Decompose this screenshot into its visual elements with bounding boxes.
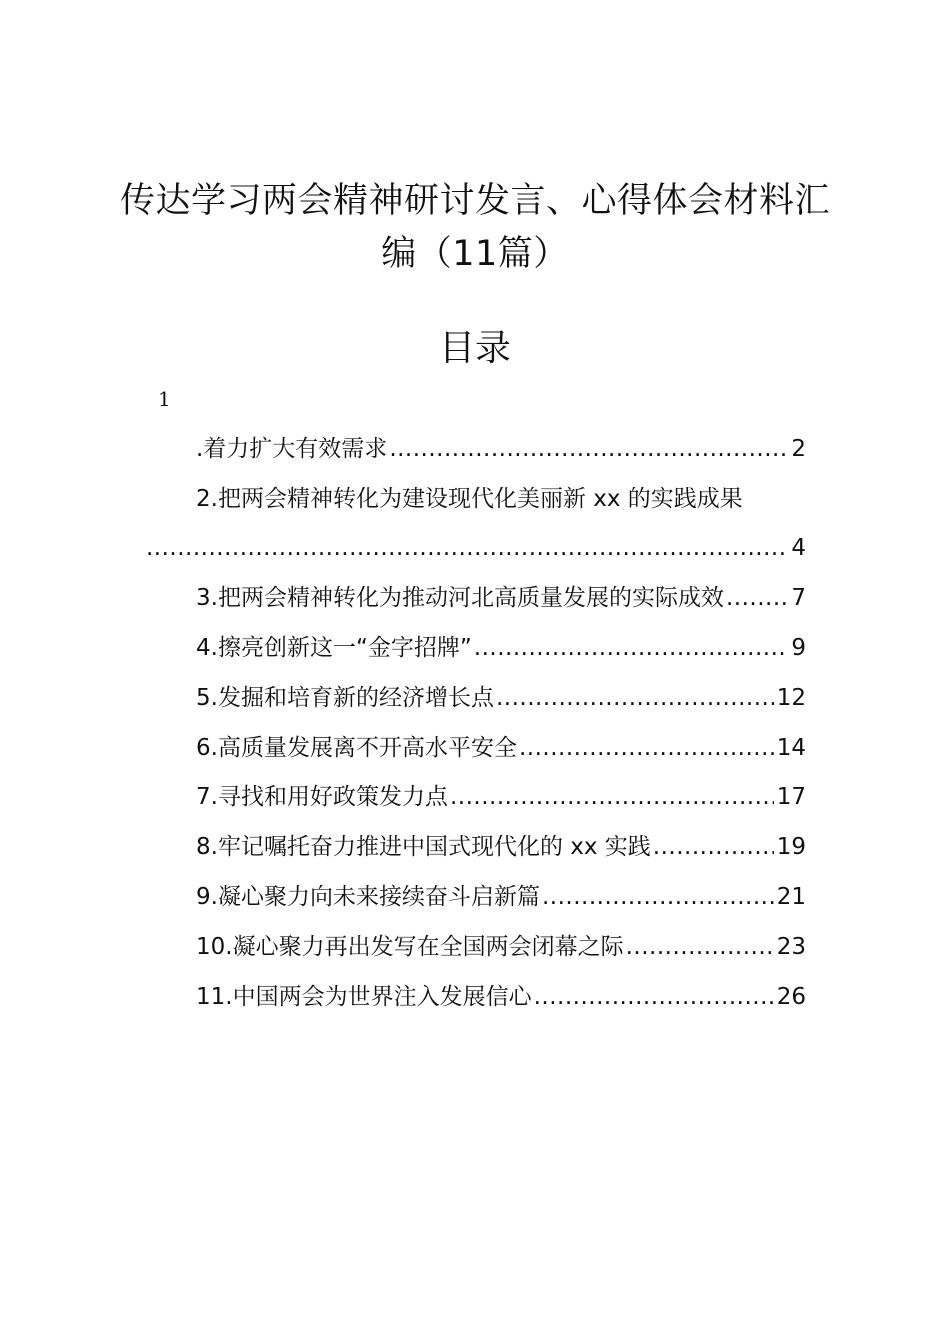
toc-entry-title: 10.凝心聚力再出发写在全国两会闭幕之际 <box>196 934 624 960</box>
toc-entry-continuation <box>146 533 806 563</box>
toc-entry-page: 7 <box>791 585 806 611</box>
toc-entry-page: 19 <box>776 834 806 860</box>
document-title: 传达学习两会精神研讨发言、心得体会材料汇编（11篇） <box>120 181 831 274</box>
toc-dot-leader <box>726 583 788 613</box>
toc-dot-leader <box>450 782 774 812</box>
toc-entry-6[interactable] <box>196 733 806 763</box>
toc-entry-page: 2 <box>791 436 806 462</box>
toc-entry-3[interactable] <box>196 583 806 613</box>
stray-page-number: 1 <box>158 387 171 411</box>
toc-entry-title: 9.凝心聚力向未来接续奋斗启新篇 <box>196 884 540 910</box>
toc-entry-page: 23 <box>776 934 806 960</box>
toc-entry-1[interactable] <box>196 434 806 464</box>
toc-entry-title: 11.中国两会为世界注入发展信心 <box>196 984 532 1010</box>
toc-entry-page: 21 <box>776 884 806 910</box>
toc-entry-8[interactable] <box>196 832 806 862</box>
toc-dot-leader <box>626 932 774 962</box>
toc-dot-leader <box>474 633 789 663</box>
toc-entry-page: 17 <box>776 784 806 810</box>
toc-entry-4[interactable] <box>196 633 806 663</box>
toc-entry-title: 8.牢记嘱托奋力推进中国式现代化的 xx 实践 <box>196 834 651 860</box>
toc-dot-leader <box>534 982 774 1012</box>
toc-entry-title: 2.把两会精神转化为建设现代化美丽新 xx 的实践成果 <box>196 486 743 512</box>
toc-entry-page: 4 <box>791 535 806 561</box>
toc-entry-7[interactable] <box>196 782 806 812</box>
toc-entry-title: 6.高质量发展离不开高水平安全 <box>196 735 517 761</box>
toc-dot-leader <box>653 832 774 862</box>
toc-entry-5[interactable] <box>196 683 806 713</box>
toc-entry-page: 14 <box>776 735 806 761</box>
toc-entry-11[interactable] <box>196 982 806 1012</box>
toc-entry-title: 4.擦亮创新这一“金字招牌” <box>196 635 472 661</box>
toc-dot-leader <box>496 683 774 713</box>
toc-entry-title: 5.发掘和培育新的经济增长点 <box>196 685 494 711</box>
toc-entry-title: 7.寻找和用好政策发力点 <box>196 784 448 810</box>
toc-entry-page: 26 <box>776 984 806 1010</box>
toc-dot-leader <box>389 434 788 464</box>
toc-entry-page: 9 <box>791 635 806 661</box>
toc-heading: 目录 <box>438 328 511 369</box>
toc-entry-title: 3.把两会精神转化为推动河北高质量发展的实际成效 <box>196 585 724 611</box>
toc-entry-page: 12 <box>776 685 806 711</box>
toc-dot-leader <box>519 733 774 763</box>
toc-entry-10[interactable] <box>196 932 806 962</box>
toc-dot-leader <box>542 882 774 912</box>
toc-dot-leader <box>146 533 788 563</box>
toc-entry-title: .着力扩大有效需求 <box>196 436 388 462</box>
toc-entry-9[interactable] <box>196 882 806 912</box>
